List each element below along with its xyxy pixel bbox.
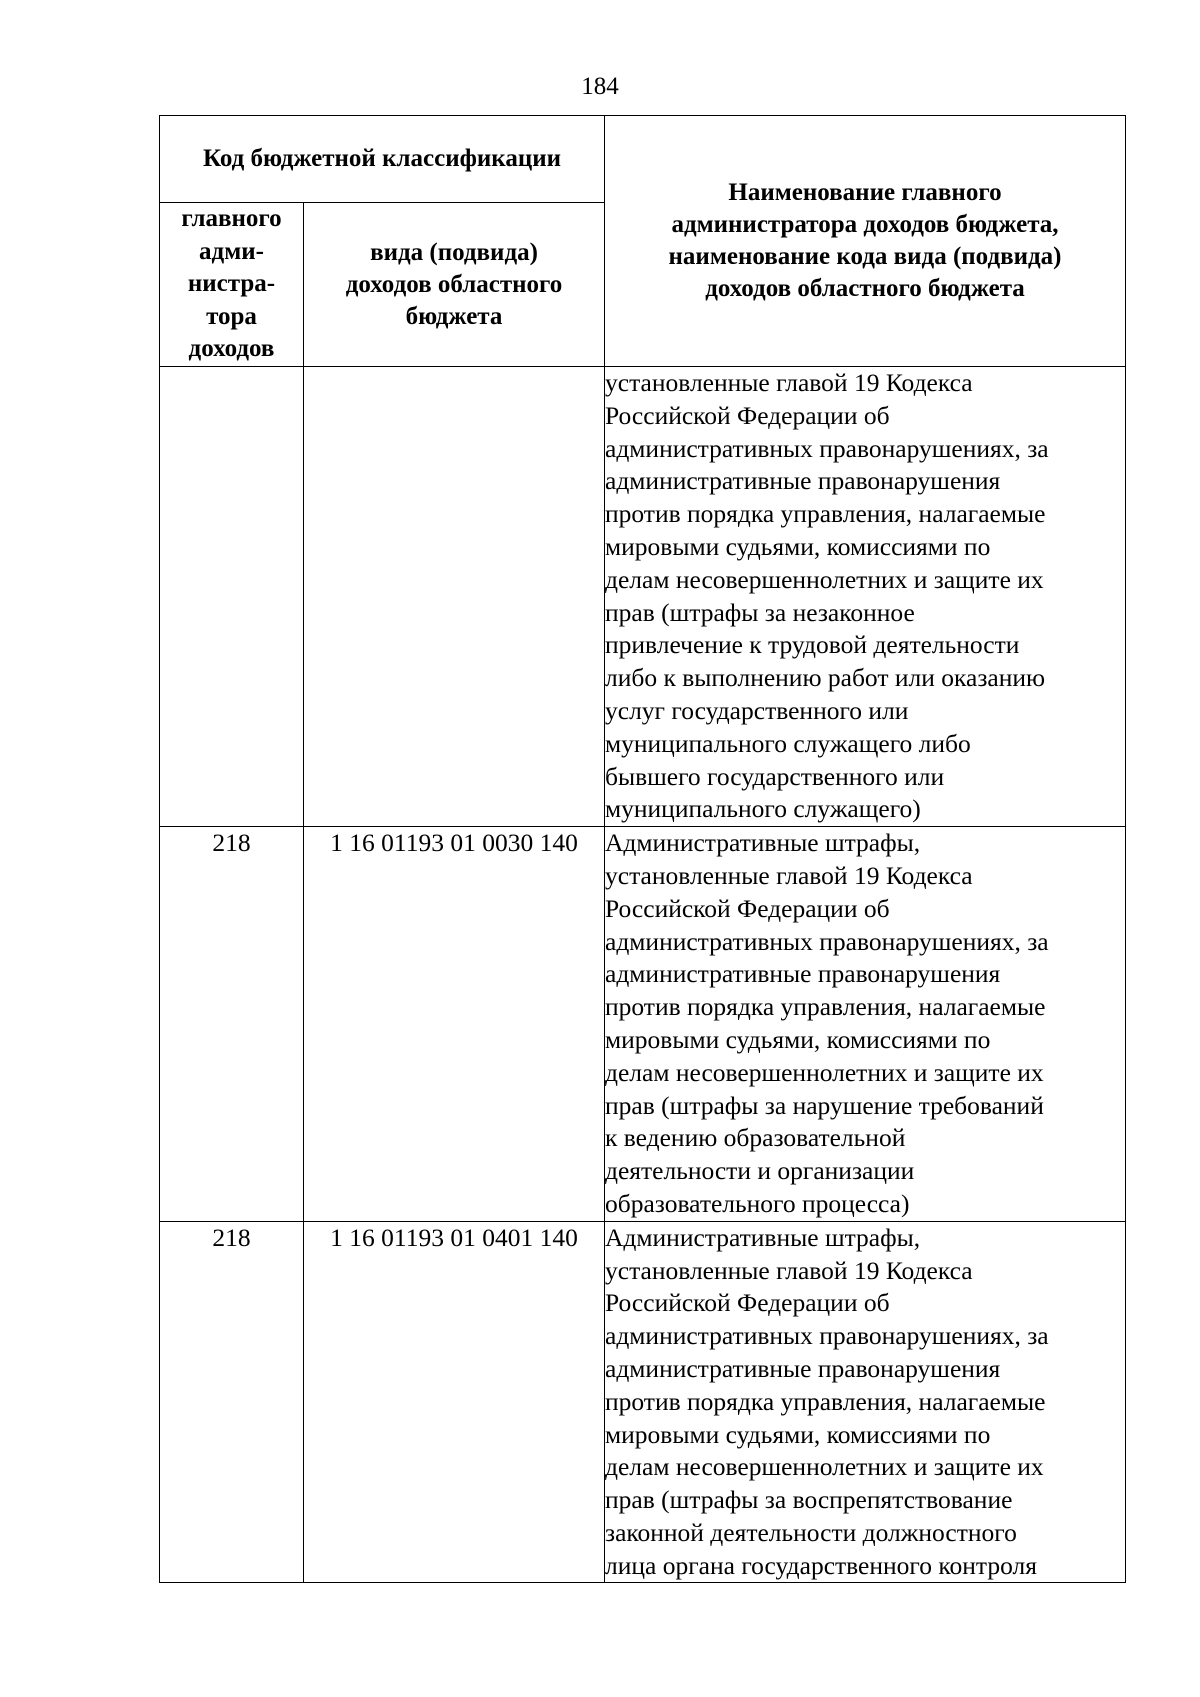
name-line: установленные главой 19 Кодекса bbox=[605, 1255, 973, 1285]
name-line: против порядка управления, налагаемые bbox=[605, 992, 1046, 1022]
header-admin-line: адми- bbox=[199, 237, 264, 265]
name-line: административных правонарушениях, за bbox=[605, 926, 1049, 956]
header-admin-line: доходов bbox=[188, 335, 275, 363]
header-name bbox=[605, 116, 1126, 367]
header-code bbox=[304, 203, 605, 367]
name-line: против порядка управления, налагаемые bbox=[605, 499, 1046, 529]
name-line: административных правонарушениях, за bbox=[605, 433, 1049, 463]
name-line: делам несовершеннолетних и защите их bbox=[605, 564, 1044, 594]
name-line: административные правонарушения bbox=[605, 1353, 1001, 1383]
name-line: против порядка управления, налагаемые bbox=[605, 1386, 1046, 1416]
name-line: либо к выполнению работ или оказанию bbox=[605, 663, 1046, 693]
admin-code-cell bbox=[160, 367, 304, 827]
header-admin-line: тора bbox=[206, 302, 257, 330]
name-line: привлечение к трудовой деятельности bbox=[605, 630, 1020, 660]
name-line: административные правонарушения bbox=[605, 466, 1001, 496]
income-code-cell bbox=[304, 367, 605, 827]
name-line: Российской Федерации об bbox=[605, 1288, 890, 1318]
name-line: муниципального служащего) bbox=[605, 794, 921, 824]
name-line: прав (штрафы за нарушение требований bbox=[605, 1090, 1044, 1120]
name-line: делам несовершеннолетних и защите их bbox=[605, 1452, 1044, 1482]
income-name-cell bbox=[605, 827, 1126, 1222]
admin-code-cell: 218 bbox=[160, 1221, 304, 1583]
table-row bbox=[160, 367, 1126, 827]
name-line: мировыми судьями, комиссиями по bbox=[605, 1419, 991, 1449]
name-line: прав (штрафы за воспрепятствование bbox=[605, 1485, 1013, 1515]
header-admin-line: нистра- bbox=[187, 270, 276, 298]
budget-classification-table bbox=[159, 115, 1126, 1583]
header-name-line: наименование кода вида (подвида) bbox=[668, 243, 1062, 270]
name-line: установленные главой 19 Кодекса bbox=[605, 860, 973, 890]
name-line: к ведению образовательной bbox=[605, 1123, 906, 1153]
name-line: образовательного процесса) bbox=[605, 1188, 910, 1218]
name-line: Российской Федерации об bbox=[605, 400, 890, 430]
name-line: муниципального служащего либо bbox=[605, 728, 971, 758]
table-row bbox=[160, 827, 1126, 1222]
income-code-cell: 1 16 01193 01 0030 140 bbox=[304, 827, 605, 1222]
header-name-line: администратора доходов бюджета, bbox=[671, 211, 1059, 238]
header-code-line: доходов областного bbox=[345, 270, 563, 298]
header-classification-code: Код бюджетной классификации bbox=[160, 116, 605, 203]
header-code-line: бюджета bbox=[405, 302, 503, 330]
name-line: прав (штрафы за незаконное bbox=[605, 597, 915, 627]
name-line: административных правонарушениях, за bbox=[605, 1321, 1049, 1351]
name-line: установленные главой 19 Кодекса bbox=[605, 368, 973, 397]
page-number: 184 bbox=[581, 73, 619, 100]
admin-code-cell: 218 bbox=[160, 827, 304, 1222]
name-line: мировыми судьями, комиссиями по bbox=[605, 531, 991, 561]
name-line: административные правонарушения bbox=[605, 959, 1001, 989]
name-line: лица органа государственного контроля bbox=[605, 1550, 1037, 1580]
name-line: Российской Федерации об bbox=[605, 893, 890, 923]
name-line: делам несовершеннолетних и защите их bbox=[605, 1057, 1044, 1087]
income-name-cell bbox=[605, 1221, 1126, 1583]
header-name-line: Наименование главного bbox=[728, 179, 1002, 206]
name-line: деятельности и организации bbox=[605, 1156, 915, 1186]
name-line: Административные штрафы, bbox=[605, 828, 921, 858]
name-line: бывшего государственного или bbox=[605, 761, 945, 791]
income-name-cell bbox=[605, 367, 1126, 827]
name-line: мировыми судьями, комиссиями по bbox=[605, 1024, 991, 1054]
header-code-line: вида (подвида) bbox=[370, 238, 538, 266]
header-admin bbox=[160, 203, 304, 367]
header-admin-line: главного bbox=[181, 205, 282, 233]
income-code-cell: 1 16 01193 01 0401 140 bbox=[304, 1221, 605, 1583]
table-row bbox=[160, 1221, 1126, 1583]
name-line: законной деятельности должностного bbox=[605, 1517, 1017, 1547]
header-name-line: доходов областного бюджета bbox=[705, 275, 1025, 302]
name-line: услуг государственного или bbox=[605, 695, 909, 725]
name-line: Административные штрафы, bbox=[605, 1222, 921, 1252]
